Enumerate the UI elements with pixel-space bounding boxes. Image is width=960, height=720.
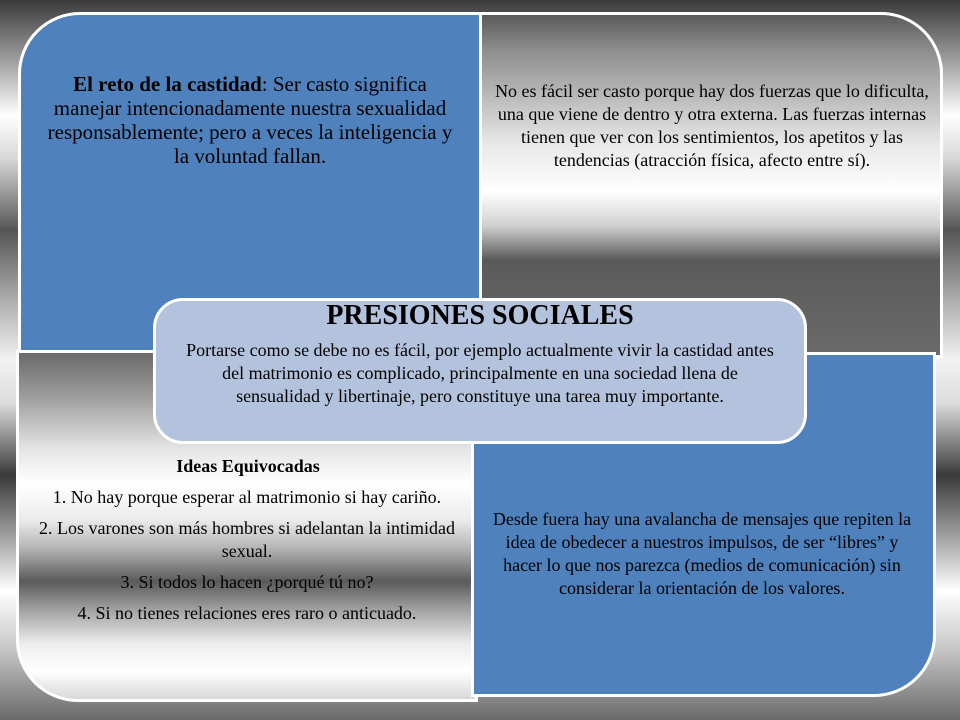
list-item: 3. Si todos lo hacen ¿porqué tú no? bbox=[120, 572, 374, 592]
internal-forces-text: No es fácil ser casto porque hay dos fuerzas que lo dificulta, una que viene de dentro y otra externa. Las fuerzas internas tienen que ver con los sentimientos, los apetitos y las tendencias (atracción física, afecto entre sí). bbox=[495, 81, 929, 170]
castidad-definition bbox=[40, 72, 460, 168]
ideas-list bbox=[24, 486, 470, 633]
social-pressure-text: Portarse como se debe no es fácil, por ejemplo actualmente vivir la castidad antes del matrimonio es complicado, principalmente en una sociedad llena de sensualidad y libertinaje, pero constituye una tarea muy importante. bbox=[186, 340, 774, 406]
list-item: 1. No hay porque esperar al matrimonio si hay cariño. bbox=[52, 487, 442, 507]
social-pressure-box bbox=[153, 298, 807, 444]
castidad-title: El reto de la castidad bbox=[73, 72, 262, 96]
ideas-heading: Ideas Equivocadas bbox=[176, 456, 320, 476]
list-item: 2. Los varones son más hombres si adelantan la intimidad sexual. bbox=[39, 518, 455, 561]
external-forces-text: Desde fuera hay una avalancha de mensajes que repiten la idea de obedecer a nuestros impulsos, de ser “libres” y hacer lo que nos parezca (medios de comunicación) sin considerar la orientación de los valores. bbox=[492, 509, 912, 598]
list-item: 4. Si no tienes relaciones eres raro o anticuado. bbox=[77, 603, 417, 623]
social-pressure-title: PRESIONES SOCIALES bbox=[326, 300, 634, 331]
castidad-text: : Ser casto significa manejar intencionadamente nuestra sexualidad responsablemente; pero a veces la inteligencia y la voluntad fallan. bbox=[47, 72, 453, 168]
